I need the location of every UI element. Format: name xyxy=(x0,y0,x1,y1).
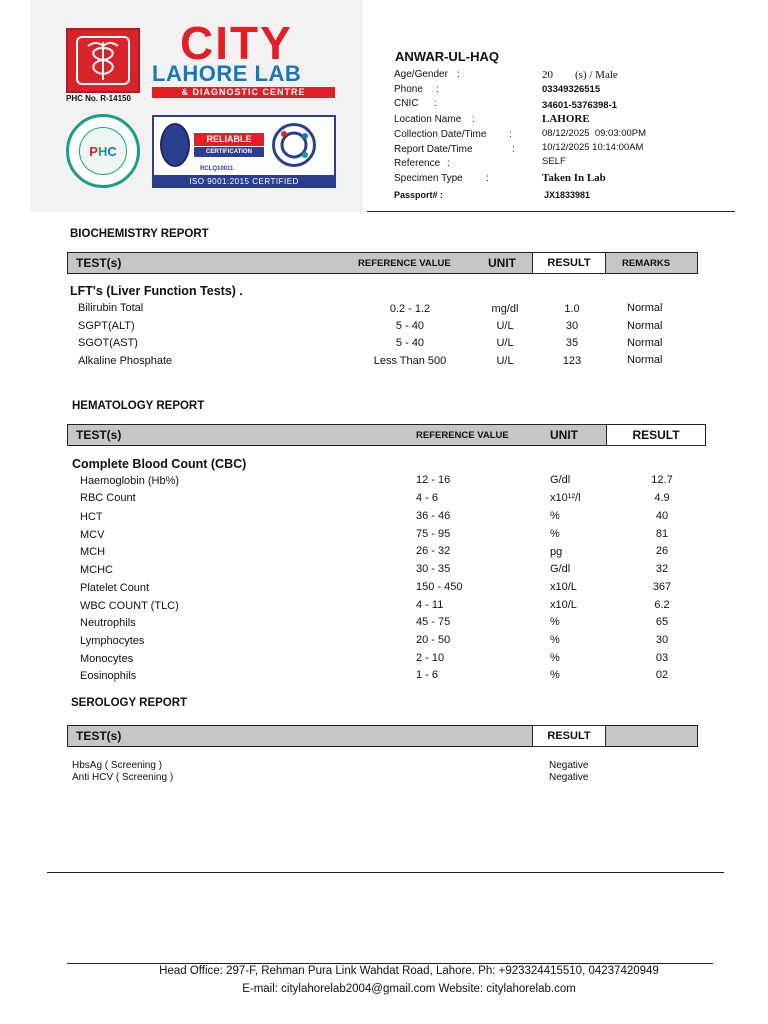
ref-value: 75 - 95 xyxy=(416,528,451,540)
test-name: Platelet Count xyxy=(80,582,150,594)
result: 26 xyxy=(655,545,669,557)
label-report-date: Report Date/Time xyxy=(394,144,473,155)
result: 6.2 xyxy=(654,599,670,611)
ref-value: Less Than 500 xyxy=(373,355,447,367)
footer-address: Head Office: 297-F, Rehman Pura Link Wahdat Road, Lahore. Ph: +923324415510, 04237420949 xyxy=(159,965,659,977)
result: 30 xyxy=(655,634,669,646)
sep: : xyxy=(457,69,460,80)
value-collection-date: 08/12/2025 09:03:00PM xyxy=(542,128,647,139)
lab-tagline: & DIAGNOSTIC CENTRE xyxy=(152,87,335,98)
cert-code: RCLQ10011 xyxy=(200,166,234,172)
ref-value: 4 - 11 xyxy=(416,599,444,611)
label-age-gender: Age/Gender xyxy=(394,69,448,80)
th-result: RESULT xyxy=(532,252,606,274)
address-divider xyxy=(67,963,713,964)
remarks: Normal xyxy=(627,354,663,366)
th-reference: REFERENCE VALUE xyxy=(416,430,509,441)
label-phone: Phone xyxy=(394,84,423,95)
unit: x10¹²/l xyxy=(550,492,581,504)
hematology-title: HEMATOLOGY REPORT xyxy=(72,400,205,412)
ref-value: 12 - 16 xyxy=(416,474,451,486)
unit: % xyxy=(550,528,560,540)
label-location: Location Name xyxy=(394,114,462,125)
unit: x10/L xyxy=(550,599,577,611)
th-test: TEST(s) xyxy=(76,428,122,442)
value-phone: 03349326515 xyxy=(542,84,601,95)
unit: G/dl xyxy=(550,563,571,575)
test-name: MCH xyxy=(80,546,106,558)
test-name: Eosinophils xyxy=(80,670,137,682)
sep: : xyxy=(512,144,515,155)
sep: : xyxy=(509,129,512,140)
value-cnic: 34601-5376398-1 xyxy=(542,100,618,111)
ref-value: 36 - 46 xyxy=(416,510,451,522)
test-name: MCHC xyxy=(80,564,113,576)
th-unit: UNIT xyxy=(488,256,516,270)
biochemistry-title: BIOCHEMISTRY REPORT xyxy=(70,228,209,240)
test-name: MCV xyxy=(80,529,105,541)
lab-name-city: CITY xyxy=(180,17,293,69)
test-name: Haemoglobin (Hb%) xyxy=(80,475,180,487)
cert-reliable: RELIABLE xyxy=(194,133,264,146)
th-reference: REFERENCE VALUE xyxy=(358,258,451,269)
unit: U/L xyxy=(496,337,514,349)
caduceus-icon xyxy=(76,36,130,85)
th-result: RESULT xyxy=(532,725,606,747)
test-name: Monocytes xyxy=(80,653,134,665)
ref-value: 26 - 32 xyxy=(416,545,451,557)
value-passport: JX1833981 xyxy=(544,190,591,200)
test-name: WBC COUNT (TLC) xyxy=(80,600,179,612)
result: 1.0 xyxy=(564,303,580,315)
remarks: Normal xyxy=(627,320,663,332)
ref-value: 0.2 - 1.2 xyxy=(389,303,431,315)
ref-value: 4 - 6 xyxy=(416,492,439,504)
sep: : xyxy=(436,84,439,95)
label-collection-date: Collection Date/Time xyxy=(394,129,487,140)
lab-name-lahore-lab: LAHORE LAB xyxy=(152,61,302,86)
result: 367 xyxy=(652,581,672,593)
result: 02 xyxy=(655,669,669,681)
test-name: RBC Count xyxy=(80,492,136,504)
value-specimen-type: Taken In Lab xyxy=(542,172,606,184)
footer-contact: E-mail: citylahorelab2004@gmail.com Website: citylahorelab.com xyxy=(242,983,576,995)
test-name: Lymphocytes xyxy=(80,635,145,647)
unit: x10/L xyxy=(550,581,577,593)
unit: pg xyxy=(550,546,563,558)
label-reference: Reference xyxy=(394,158,441,169)
remarks: Normal xyxy=(627,302,663,314)
label-passport: Passport# : xyxy=(394,190,444,200)
value-report-date: 10/12/2025 10:14:00AM xyxy=(542,142,644,153)
test-name: SGPT(ALT) xyxy=(78,320,135,332)
unit: U/L xyxy=(496,320,514,332)
unit: G/dl xyxy=(550,474,571,486)
sep: : xyxy=(447,158,450,169)
result: 35 xyxy=(565,337,579,349)
value-reference: SELF xyxy=(542,156,566,167)
result: 40 xyxy=(655,510,669,522)
footer-divider xyxy=(47,872,724,873)
sep: : xyxy=(472,114,475,125)
result: 12.7 xyxy=(651,474,673,486)
unit: % xyxy=(550,510,560,522)
test-name: Bilirubin Total xyxy=(78,302,144,314)
cert-iso: ISO 9001:2015 CERTIFIED xyxy=(154,175,334,188)
th-unit: UNIT xyxy=(550,428,578,442)
ref-value: 5 - 40 xyxy=(395,320,425,332)
sep: : xyxy=(486,173,489,184)
unit: mg/dl xyxy=(491,303,519,315)
ref-value: 20 - 50 xyxy=(416,634,451,646)
unit: % xyxy=(550,669,560,681)
ref-value: 150 - 450 xyxy=(416,581,463,593)
result: 4.9 xyxy=(654,492,670,504)
unit: % xyxy=(550,652,560,664)
result: 81 xyxy=(655,528,669,540)
result: Negative xyxy=(549,772,589,783)
remarks: Normal xyxy=(627,337,663,349)
test-name: SGOT(AST) xyxy=(78,337,138,349)
value-age-gender: 20 (s) / Male xyxy=(542,69,618,81)
test-name: HCT xyxy=(80,511,103,523)
result: Negative xyxy=(549,760,589,771)
test-name: Alkaline Phosphate xyxy=(78,355,173,367)
lft-group-title: LFT's (Liver Function Tests) . xyxy=(70,284,243,298)
unit: % xyxy=(550,616,560,628)
test-name: Neutrophils xyxy=(80,617,136,629)
serology-title: SEROLOGY REPORT xyxy=(71,697,188,709)
phc-number: PHC No. R-14150 xyxy=(66,94,131,103)
sep: : xyxy=(434,98,437,109)
rc-seal-icon xyxy=(160,123,190,167)
result: 30 xyxy=(565,320,579,332)
result: 03 xyxy=(655,652,669,664)
patient-name: ANWAR-UL-HAQ xyxy=(395,49,499,64)
th-test: TEST(s) xyxy=(76,729,122,743)
cbc-group-title: Complete Blood Count (CBC) xyxy=(72,457,247,471)
result: 123 xyxy=(562,355,582,367)
th-result: RESULT xyxy=(606,424,706,446)
ref-value: 5 - 40 xyxy=(395,337,425,349)
unit: % xyxy=(550,634,560,646)
th-remarks: REMARKS xyxy=(622,258,671,269)
phc-seal-logo xyxy=(66,114,140,188)
ref-value: 1 - 6 xyxy=(416,669,439,681)
result: 65 xyxy=(655,616,669,628)
unit: U/L xyxy=(496,355,514,367)
label-cnic: CNIC xyxy=(394,98,419,109)
test-name: Anti HCV ( Screening ) xyxy=(72,772,174,783)
ref-value: 30 - 35 xyxy=(416,563,451,575)
phc-seal-center: PHC xyxy=(79,127,127,175)
ref-value: 2 - 10 xyxy=(416,652,445,664)
ref-value: 45 - 75 xyxy=(416,616,451,628)
cert-certification: CERTIFICATION xyxy=(194,147,264,157)
result: 32 xyxy=(655,563,669,575)
value-location: LAHORE xyxy=(542,113,590,125)
test-name: HbsAg ( Screening ) xyxy=(72,760,163,771)
globe-icon xyxy=(272,123,316,167)
header-divider xyxy=(367,211,735,212)
lab-logo xyxy=(66,28,140,93)
th-test: TEST(s) xyxy=(76,256,122,270)
label-specimen-type: Specimen Type xyxy=(394,173,463,184)
certification-badge xyxy=(152,115,336,188)
